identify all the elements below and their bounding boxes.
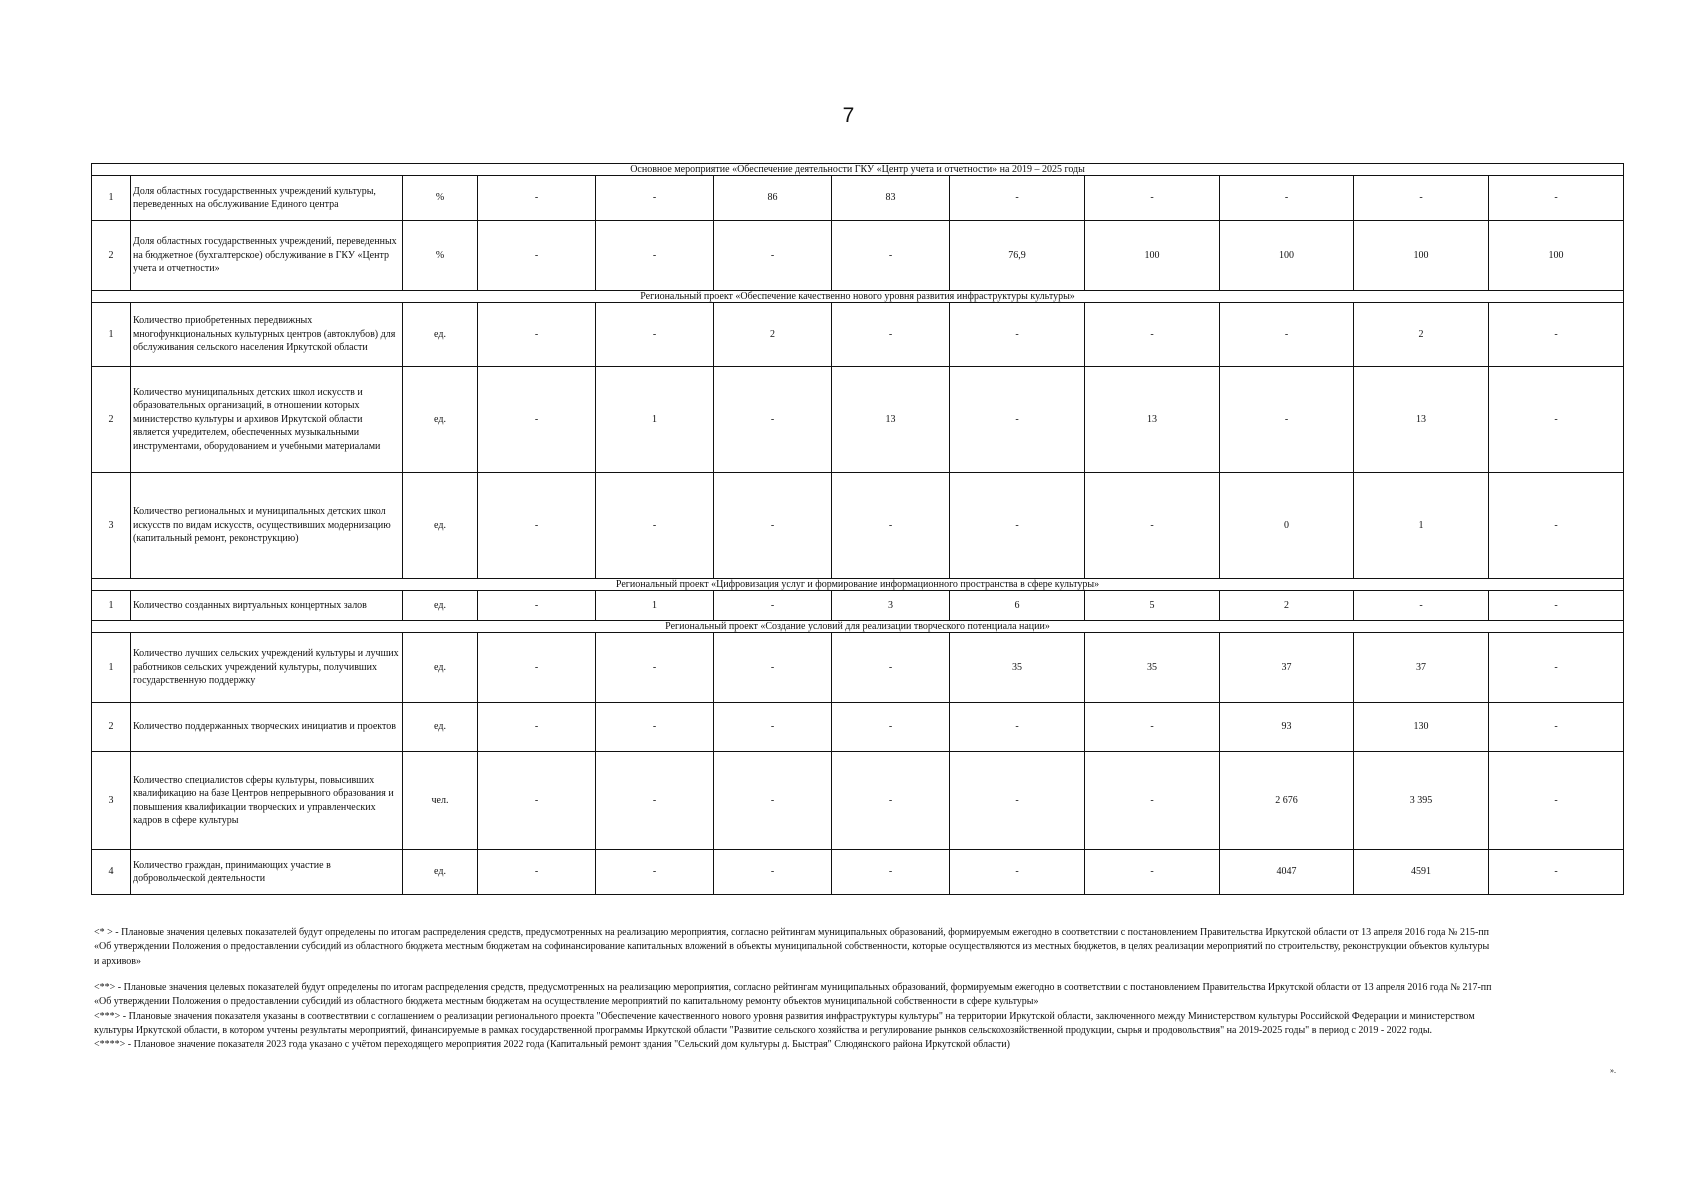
value-cell: 4591 xyxy=(1354,850,1489,895)
value-cell: - xyxy=(832,850,950,895)
value-cell: - xyxy=(1085,303,1220,367)
value-cell: - xyxy=(1085,850,1220,895)
value-cell: - xyxy=(478,473,596,579)
indicator-name: Количество приобретенных передвижных многофункциональных культурных центров (автоклубов) для обслуживания сельского населения Иркутской области xyxy=(131,303,403,367)
value-cell: 4047 xyxy=(1220,850,1354,895)
value-cell: - xyxy=(478,703,596,752)
value-cell: 93 xyxy=(1220,703,1354,752)
table-row xyxy=(92,176,1624,221)
indicator-name: Количество лучших сельских учреждений культуры и лучших работников сельских учреждений культуры, получивших государственную поддержку xyxy=(131,633,403,703)
value-cell: - xyxy=(1489,591,1624,621)
value-cell: 100 xyxy=(1085,221,1220,291)
value-cell: - xyxy=(1489,752,1624,850)
row-number: 1 xyxy=(92,303,131,367)
value-cell: 130 xyxy=(1354,703,1489,752)
indicator-name: Доля областных государственных учреждений культуры, переведенных на обслуживание Единого центра xyxy=(131,176,403,221)
table-row xyxy=(92,221,1624,291)
value-cell: - xyxy=(1220,367,1354,473)
value-cell: 83 xyxy=(832,176,950,221)
value-cell: 6 xyxy=(950,591,1085,621)
value-cell: - xyxy=(596,221,714,291)
value-cell: - xyxy=(478,633,596,703)
section-header-row xyxy=(92,621,1624,633)
value-cell: - xyxy=(1354,591,1489,621)
value-cell: - xyxy=(950,367,1085,473)
value-cell: 100 xyxy=(1220,221,1354,291)
end-quote-mark: ». xyxy=(1610,1066,1616,1075)
value-cell: - xyxy=(950,703,1085,752)
table-row xyxy=(92,473,1624,579)
value-cell: 76,9 xyxy=(950,221,1085,291)
value-cell: 13 xyxy=(1085,367,1220,473)
section-title: Основное мероприятие «Обеспечение деятельности ГКУ «Центр учета и отчетности» на 2019 – 2025 годы xyxy=(92,164,1624,176)
value-cell: 3 395 xyxy=(1354,752,1489,850)
value-cell: - xyxy=(1085,176,1220,221)
value-cell: - xyxy=(1489,176,1624,221)
value-cell: - xyxy=(950,850,1085,895)
value-cell: - xyxy=(714,473,832,579)
footnote-4: <****> - Плановое значение показателя 2023 года указано с учётом переходящего мероприятия 2022 года (Капитальный ремонт здания "Сельский дом культуры д. Быстрая" Слюдянского района Иркутской области) xyxy=(94,1039,1010,1051)
row-number: 3 xyxy=(92,473,131,579)
table-row xyxy=(92,591,1624,621)
section-header-row xyxy=(92,579,1624,591)
value-cell: - xyxy=(1085,703,1220,752)
value-cell: - xyxy=(596,473,714,579)
value-cell: - xyxy=(478,221,596,291)
footnote-1: <* > - Плановые значения целевых показателей будут определены по итогам распределения средств, предусмотренных на реализацию мероприятия, согласно рейтингам муниципальных образований, формируемым ежегодно в соответствии с постановлением Правительства Иркутской области от 13 апреля 2016 года № 215-пп «Об утверждении Положения о предоставлении субсидий из областного бюджета местным бюджетам на софинансирование капитальных вложений в объекты муниципальной собственности, которые осуществляются из местных бюджетов, в целях реализации мероприятий по строительству, реконструкции объектов культуры и архивов» xyxy=(94,927,1490,967)
indicator-name: Количество созданных виртуальных концертных залов xyxy=(131,591,403,621)
value-cell: 37 xyxy=(1220,633,1354,703)
value-cell: - xyxy=(1085,752,1220,850)
value-cell: 2 xyxy=(1220,591,1354,621)
unit: ед. xyxy=(403,850,478,895)
value-cell: - xyxy=(596,703,714,752)
value-cell: 1 xyxy=(596,367,714,473)
value-cell: 86 xyxy=(714,176,832,221)
value-cell: - xyxy=(1489,367,1624,473)
value-cell: - xyxy=(714,633,832,703)
footnote-3: <***> - Плановые значения показателя указаны в соотвествтвии с соглашением о реализации регионального проекта "Обеспечение качественного нового уровня развития инфраструктуры культуры" на территории Иркутской области, заключенного между Министерством культуры Российской Федерации и министерством культуры Иркутской области, в котором учтены результаты мероприятий, финансируемые в рамках государственной программы Иркутской области "Развитие сельского хозяйства и регулирование рынков сельскохозяйственной продукции, сырья и продовольствия" на 2019-2025 годы" в период с 2019 - 2022 годы. xyxy=(94,1010,1475,1036)
value-cell: - xyxy=(950,752,1085,850)
value-cell: - xyxy=(950,176,1085,221)
value-cell: 3 xyxy=(832,591,950,621)
row-number: 2 xyxy=(92,703,131,752)
unit: % xyxy=(403,221,478,291)
value-cell: 2 xyxy=(714,303,832,367)
unit: ед. xyxy=(403,303,478,367)
value-cell: - xyxy=(478,850,596,895)
table-row xyxy=(92,752,1624,850)
value-cell: 2 676 xyxy=(1220,752,1354,850)
value-cell: - xyxy=(1220,176,1354,221)
section-title: Региональный проект «Обеспечение качественно нового уровня развития инфраструктуры культуры» xyxy=(92,291,1624,303)
value-cell: 13 xyxy=(1354,367,1489,473)
value-cell: 100 xyxy=(1354,221,1489,291)
table-row xyxy=(92,303,1624,367)
row-number: 1 xyxy=(92,176,131,221)
footnotes-block-2 xyxy=(94,981,1494,1052)
value-cell: - xyxy=(832,473,950,579)
table-row xyxy=(92,850,1624,895)
value-cell: - xyxy=(714,591,832,621)
value-cell: 5 xyxy=(1085,591,1220,621)
table-row xyxy=(92,633,1624,703)
value-cell: - xyxy=(1489,473,1624,579)
unit: ед. xyxy=(403,633,478,703)
section-title: Региональный проект «Создание условий для реализации творческого потенциала нации» xyxy=(92,621,1624,633)
row-number: 2 xyxy=(92,367,131,473)
section-header-row xyxy=(92,164,1624,176)
value-cell: 35 xyxy=(950,633,1085,703)
value-cell: - xyxy=(714,367,832,473)
value-cell: - xyxy=(478,752,596,850)
value-cell: - xyxy=(950,303,1085,367)
value-cell: 37 xyxy=(1354,633,1489,703)
value-cell: - xyxy=(596,303,714,367)
value-cell: - xyxy=(832,703,950,752)
page-number: 7 xyxy=(842,104,855,127)
value-cell: - xyxy=(596,633,714,703)
section-title: Региональный проект «Цифровизация услуг и формирование информационного пространства в сфере культуры» xyxy=(92,579,1624,591)
unit: ед. xyxy=(403,703,478,752)
row-number: 4 xyxy=(92,850,131,895)
value-cell: - xyxy=(832,752,950,850)
unit: % xyxy=(403,176,478,221)
row-number: 3 xyxy=(92,752,131,850)
value-cell: - xyxy=(478,303,596,367)
value-cell: - xyxy=(714,850,832,895)
value-cell: - xyxy=(1220,303,1354,367)
value-cell: - xyxy=(478,591,596,621)
section-header-row xyxy=(92,291,1624,303)
value-cell: - xyxy=(832,303,950,367)
value-cell: 1 xyxy=(596,591,714,621)
row-number: 1 xyxy=(92,633,131,703)
value-cell: - xyxy=(950,473,1085,579)
value-cell: - xyxy=(478,367,596,473)
indicator-name: Количество специалистов сферы культуры, повысивших квалификацию на базе Центров непрерывного образования и повышения квалификации творческих и управленческих кадров в сфере культуры xyxy=(131,752,403,850)
indicator-name: Количество поддержанных творческих инициатив и проектов xyxy=(131,703,403,752)
indicator-name: Количество граждан, принимающих участие в добровольческой деятельности xyxy=(131,850,403,895)
table-row xyxy=(92,703,1624,752)
value-cell: - xyxy=(1489,850,1624,895)
value-cell: 35 xyxy=(1085,633,1220,703)
row-number: 2 xyxy=(92,221,131,291)
value-cell: - xyxy=(714,703,832,752)
value-cell: 0 xyxy=(1220,473,1354,579)
value-cell: 13 xyxy=(832,367,950,473)
value-cell: 1 xyxy=(1354,473,1489,579)
value-cell: - xyxy=(714,752,832,850)
indicator-name: Количество муниципальных детских школ искусств и образовательных организаций, в отношении которых министерство культуры и архивов Иркутской области является учредителем, обеспеченных музыкальными инструментами, оборудованием и учебными материалами xyxy=(131,367,403,473)
indicator-name: Доля областных государственных учреждений, переведенных на бюджетное (бухгалтерское) обслуживание в ГКУ «Центр учета и отчетности» xyxy=(131,221,403,291)
value-cell: - xyxy=(1489,633,1624,703)
value-cell: - xyxy=(832,633,950,703)
value-cell: - xyxy=(1085,473,1220,579)
value-cell: - xyxy=(596,850,714,895)
value-cell: - xyxy=(714,221,832,291)
unit: ед. xyxy=(403,367,478,473)
footnote-2: <**> - Плановые значения целевых показателей будут определены по итогам распределения средств, предусмотренных на реализацию мероприятия, согласно рейтингам муниципальных образований, формируемым ежегодно в соответствии с постановлением Правительства Иркутской области от 13 апреля 2016 года № 217-пп «Об утверждении Положения о предоставлении субсидий из областного бюджета местным бюджетам на осуществление мероприятий по капитальному ремонту объектов муниципальной собственности в сфере культуры» xyxy=(94,982,1492,1008)
unit: ед. xyxy=(403,591,478,621)
value-cell: - xyxy=(1489,303,1624,367)
value-cell: 100 xyxy=(1489,221,1624,291)
value-cell: - xyxy=(1354,176,1489,221)
unit: ед. xyxy=(403,473,478,579)
row-number: 1 xyxy=(92,591,131,621)
table-row xyxy=(92,367,1624,473)
value-cell: - xyxy=(596,176,714,221)
value-cell: - xyxy=(478,176,596,221)
value-cell: - xyxy=(1489,703,1624,752)
value-cell: - xyxy=(596,752,714,850)
value-cell: 2 xyxy=(1354,303,1489,367)
indicators-table xyxy=(91,163,1624,895)
value-cell: - xyxy=(832,221,950,291)
indicator-name: Количество региональных и муниципальных детских школ искусств по видам искусств, осуществивших модернизацию (капитальный ремонт, реконструкцию) xyxy=(131,473,403,579)
footnotes-block-1 xyxy=(94,926,1494,969)
unit: чел. xyxy=(403,752,478,850)
